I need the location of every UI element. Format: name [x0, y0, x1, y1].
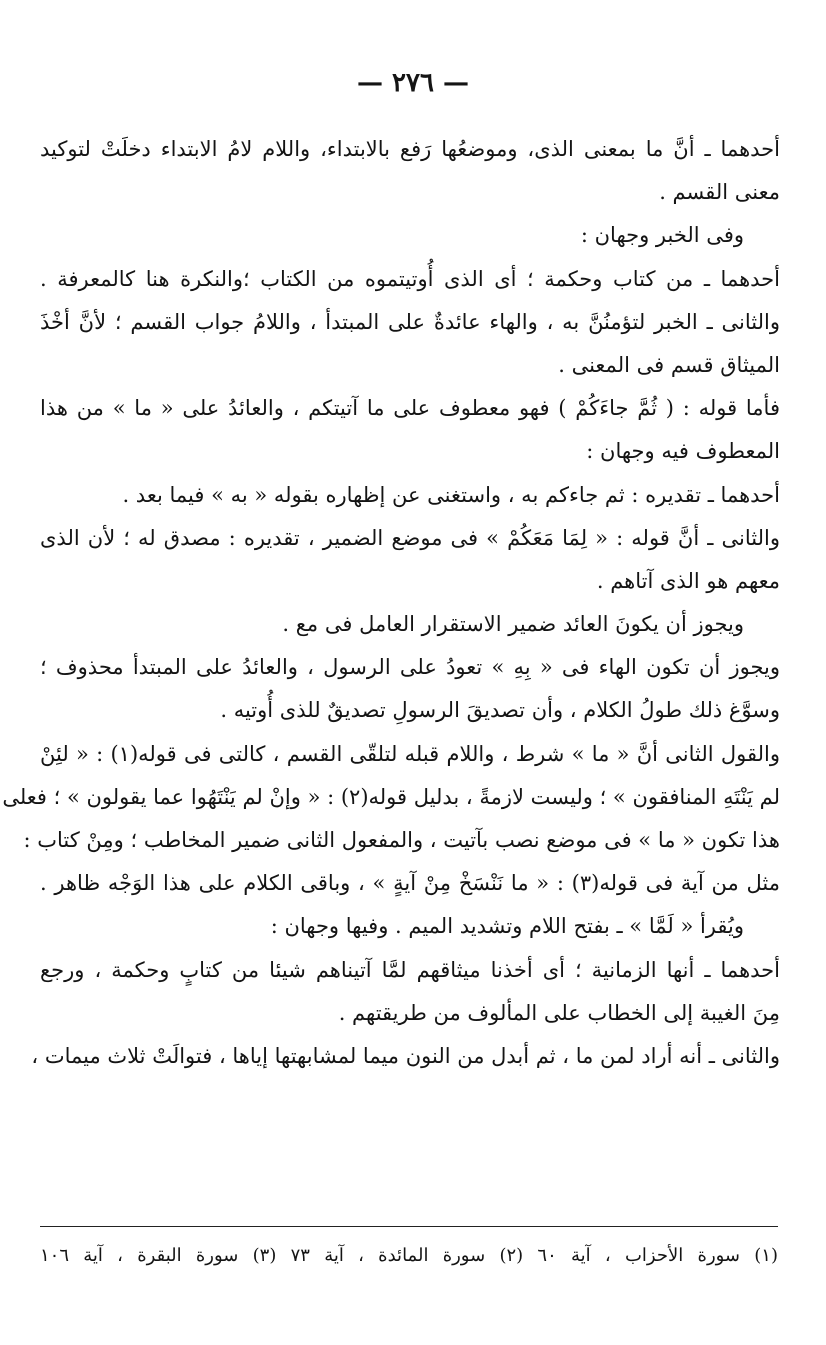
text-line: والقول الثانى أنَّ « ما » شرط ، واللام قبله لتلقّى القسم ، كالتى فى قوله(١) : « لئِنْ [40, 741, 780, 766]
text-line: مثل من آية فى قوله(٣) : « ما نَنْسَخْ مِنْ آيةٍ » ، وباقى الكلام على هذا الوَجْه ظاهر . [40, 871, 780, 896]
footnote-divider [40, 1226, 778, 1227]
footnotes: (١) سورة الأحزاب ، آية ٦٠ (٢) سورة المائدة ، آية ٧٣ (٣) سورة البقرة ، آية ١٠٦ [40, 1245, 778, 1266]
text-line: لم يَنْتَهِ المنافقون » ؛ وليست لازمةً ، بدليل قوله(٢) : « وإنْ لم يَنْتَهُوا عما يقولون » ؛ فعلى [2, 784, 780, 809]
text-line: معنى القسم . [659, 180, 780, 205]
body-text [2, 128, 780, 1078]
text-line: والثانى ـ أنه أراد لمن ما ، ثم أبدل من النون ميما لمشابهتها إياها ، فتوالَتْ ثلاث ميمات ، [31, 1043, 780, 1068]
text-line: ويجوز أن يكونَ العائد ضمير الاستقرار العامل فى مع . [282, 612, 744, 637]
text-line: معهم هو الذى آتاهم . [596, 568, 780, 593]
text-line: وفى الخبر وجهان : [580, 223, 744, 248]
text-line: والثانى ـ الخبر لتؤمنُنَّ به ، والهاء عائدةٌ على المبتدأ ، واللامُ جواب القسم ؛ لأنَّ أخْذَ [40, 309, 780, 334]
page-number: — ٢٧٦ — [356, 68, 470, 98]
text-line: أحدهما ـ أنَّ ما بمعنى الذى، وموضعُها رَفع بالابتداء، واللام لامُ الابتداء دخلَتْ لتوكيد [40, 137, 780, 161]
text-line: والثانى ـ أنَّ قوله : « لِمَا مَعَكُمْ » فى موضع الضمير ، تقديره : مصدق له ؛ لأن الذى [40, 525, 780, 550]
text-line: أحدهما ـ أنها الزمانية ؛ أى أخذنا ميثاقهم لمَّا آتيناهم شيئا من كتابٍ وحكمة ، ورجع [40, 957, 780, 982]
text-line: أحدهما ـ من كتاب وحكمة ؛ أى الذى أُوتيتموه من الكتاب ؛والنكرة هنا كالمعرفة . [40, 266, 780, 291]
text-line: فأما قوله : ( ثُمَّ جاءَكُمْ ) فهو معطوف على ما آتيتكم ، والعائدُ على « ما » من هذا [40, 396, 780, 421]
text-line: أحدهما ـ تقديره : ثم جاءكم به ، واستغنى عن إظهاره بقوله « به » فيما بعد . [122, 482, 780, 507]
text-line: الميثاق قسم فى المعنى . [558, 352, 780, 377]
text-line: هذا تكون « ما » فى موضع نصب بآتيت ، والمفعول الثانى ضمير المخاطب ؛ ومِنْ كتاب : [23, 828, 780, 852]
text-line: ويجوز أن تكون الهاء فى « بِهِ » تعودُ على الرسول ، والعائدُ على المبتدأ محذوف ؛ [40, 655, 780, 680]
text-line: وسوَّغ ذلك طولُ الكلام ، وأن تصديقَ الرسولِ تصديقٌ للذى أُوتيه . [220, 698, 780, 723]
text-line: مِنَ الغيبة إلى الخطاب على المألوف من طريقتهم . [338, 1000, 780, 1025]
text-line: ويُقرأ « لَمَّا » ـ بفتح اللام وتشديد الميم . وفيها وجهان : [270, 914, 744, 939]
text-line: المعطوف فيه وجهان : [586, 439, 780, 464]
